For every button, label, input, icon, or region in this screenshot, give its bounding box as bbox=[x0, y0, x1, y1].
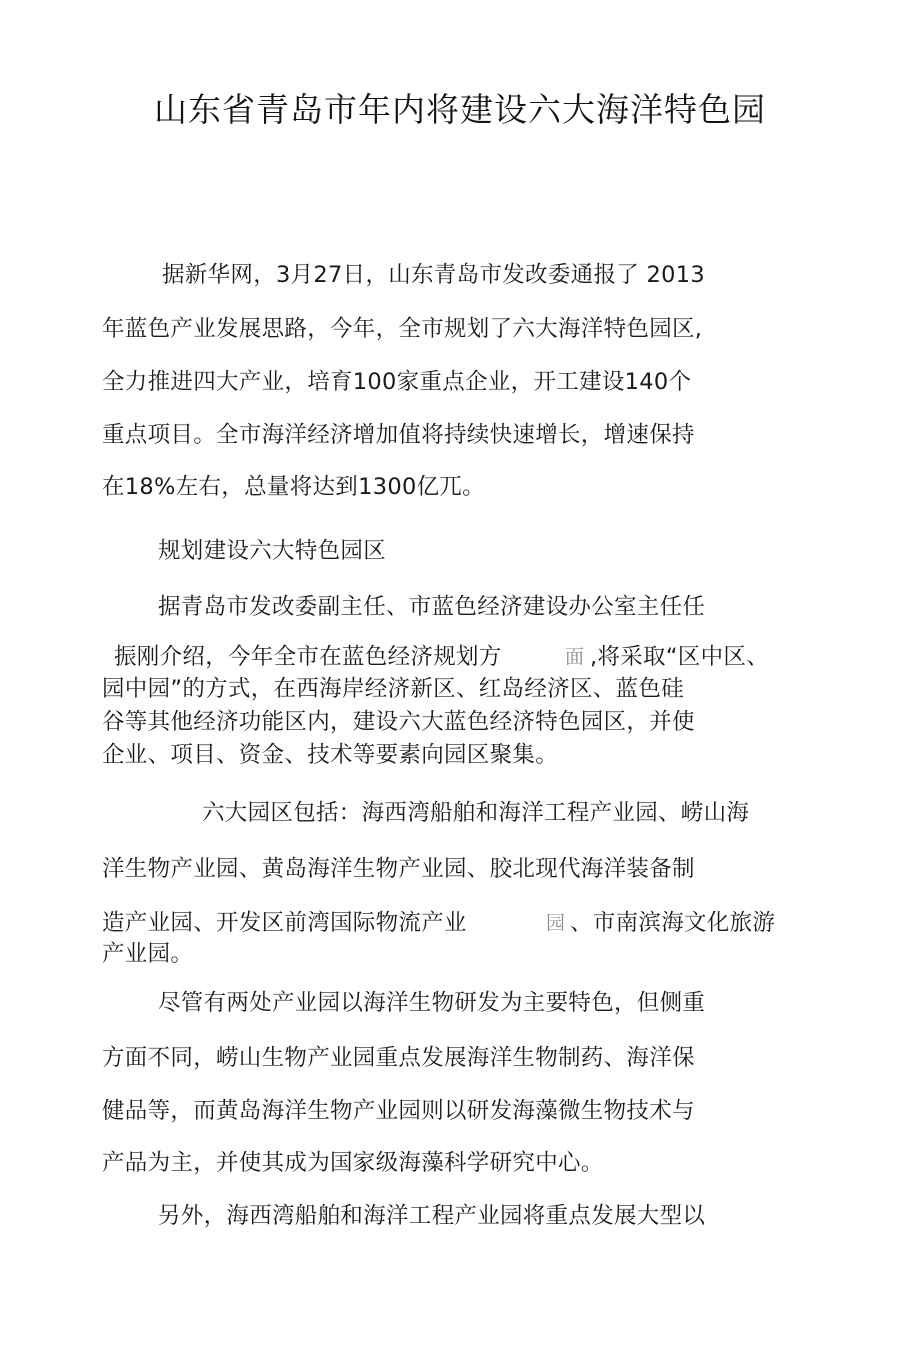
paragraph-line: 尽管有两处产业园以海洋生物研发为主要特色，但侧重 bbox=[158, 990, 706, 1016]
paragraph-line: 振刚介绍，今年全市在蓝色经济规划方 bbox=[114, 644, 502, 670]
paragraph-line: 全力推进四大产业，培育100家重点企业，开工建设140个 bbox=[102, 369, 692, 395]
paragraph-line: 另外，海西湾船舶和海洋工程产业园将重点发展大型以 bbox=[158, 1203, 706, 1229]
paragraph-line: 重点项目。全市海洋经济增加值将持续快速增长，增速保持 bbox=[102, 422, 695, 448]
faded-character: 面 bbox=[565, 646, 585, 668]
paragraph-line: 造产业园、开发区前湾国际物流产业 bbox=[102, 910, 467, 936]
faded-character: 园 bbox=[546, 912, 566, 934]
paragraph-line: 园中园”的方式，在西海岸经济新区、红岛经济区、蓝色硅 bbox=[102, 676, 684, 702]
paragraph-line: 健品等，而黄岛海洋生物产业园则以研发海藻微生物技术与 bbox=[102, 1098, 695, 1124]
section-heading: 规划建设六大特色园区 bbox=[158, 538, 387, 564]
paragraph-line: 企业、项目、资金、技术等要素向园区聚集。 bbox=[102, 742, 559, 768]
paragraph-line: 方面不同，崂山生物产业园重点发展海洋生物制药、海洋保 bbox=[102, 1045, 695, 1071]
paragraph-line: 洋生物产业园、黄岛海洋生物产业园、胶北现代海洋装备制 bbox=[102, 856, 695, 882]
paragraph-line: 六大园区包括：海西湾船舶和海洋工程产业园、崂山海 bbox=[202, 800, 750, 826]
paragraph-line: 、市南滨海文化旅游 bbox=[570, 910, 776, 936]
page-title: 山东省青岛市年内将建设六大海洋特色园 bbox=[154, 90, 766, 129]
paragraph-line: 产业园。 bbox=[102, 941, 194, 967]
paragraph-line: ,将采取“区中区、 bbox=[590, 644, 770, 670]
paragraph-line: 年蓝色产业发展思路，今年，全市规划了六大海洋特色园区, bbox=[102, 316, 703, 342]
paragraph-line: 据新华网，3月27日，山东青岛市发改委通报了 2013 bbox=[162, 262, 705, 288]
paragraph-line: 谷等其他经济功能区内，建设六大蓝色经济特色园区，并使 bbox=[102, 709, 695, 735]
paragraph-line: 据青岛市发改委副主任、市蓝色经济建设办公室主任任 bbox=[158, 594, 706, 620]
paragraph-line: 在18%左右，总量将达到1300亿兀。 bbox=[102, 474, 485, 500]
paragraph-line: 产品为主，并使其成为国家级海藻科学研究中心。 bbox=[102, 1150, 604, 1176]
